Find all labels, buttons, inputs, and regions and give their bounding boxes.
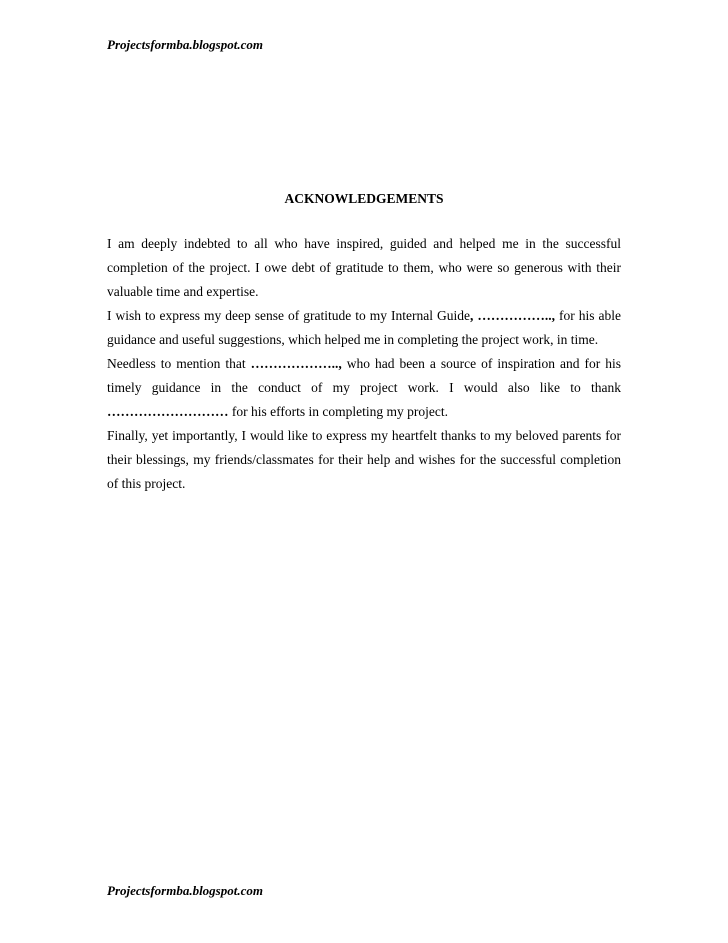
paragraph-3 [107, 352, 621, 424]
paragraph-2 [107, 304, 621, 352]
paragraph-3-text-start: Needless to mention that [107, 356, 251, 371]
paragraph-1: I am deeply indebted to all who have inspired, guided and helped me in the successful completion of the project. I owe debt of gratitude to them, who were so generous with their valuable time and expertise. [107, 236, 621, 299]
paragraph-3-text-end: for his efforts in completing my project. [228, 404, 448, 419]
helper-name-blank: ……………………… [107, 404, 229, 419]
paragraph-2-text-start: I wish to express my deep sense of gratitude to my Internal Guide [107, 308, 470, 323]
page-title: ACKNOWLEDGEMENTS [284, 191, 444, 206]
paragraph-2-text-end: for his able guidance and useful suggestions, which helped me in completing the project work, in time. [107, 308, 621, 347]
paragraph-4: Finally, yet importantly, I would like to express my heartfelt thanks to my beloved parents for their blessings, my friends/classmates for their help and wishes for the successful completion of this project. [107, 428, 621, 491]
acknowledgement-body [107, 232, 621, 496]
mentor-name-blank: ……………….., [250, 356, 342, 371]
page-header: Projectsformba.blogspot.com [107, 37, 263, 52]
page-footer: Projectsformba.blogspot.com [107, 883, 263, 898]
paragraph-3-text-middle: who had been a source of inspiration and for his timely guidance in the conduct of my project work. I would also like to thank [107, 356, 621, 395]
guide-name-blank: , …………….., [469, 308, 559, 323]
